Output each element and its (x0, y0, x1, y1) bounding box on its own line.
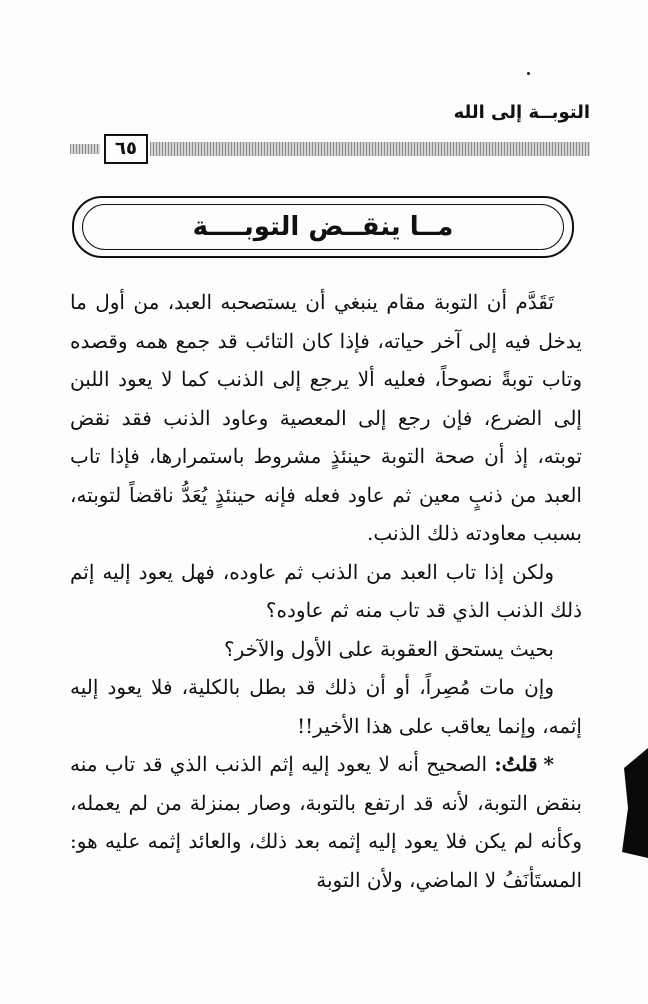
paragraph: بحيث يستحق العقوبة على الأول والآخر؟ (223, 636, 554, 661)
asterisk-icon: * (543, 752, 554, 776)
paragraph-text: الصحيح أنه لا يعود إليه إثم الذنب الذي قد تاب منه بنقض التوبة، لأنه قد ارتفع بالتوبة، وصار بمنزلة من لم يعمله، وكأنه لم يكن فلا يعود إليه إثمه بعد ذلك، والعائد إثمه عليه هو: المستَأنَفُ لا الماضي، ولأن التوبة (70, 752, 582, 892)
running-title: التوبــة إلى الله (453, 102, 590, 123)
header-rule (150, 142, 590, 156)
page-number: ٦٥ (104, 134, 148, 164)
page-header (70, 98, 590, 168)
paragraph: ولكن إذا تاب العبد من الذنب ثم عاوده، فهل يعود إليه إثم ذلك الذنب الذي قد تاب منه ثم عاوده؟ (70, 559, 582, 622)
header-rule-left (70, 144, 100, 154)
page-edge-shadow (618, 748, 648, 858)
paragraph: تَقَدَّم أن التوبة مقام ينبغي أن يستصحبه العبد، من أول ما يدخل فيه إلى آخر حياته، فإذا كان التائب قد جمع همه وقصده وتاب توبةً نصوحاً، فعليه ألا يرجع إلى الذنب كما لا يعود اللبن إلى الضرع، فإن رجع إلى المعصية وعاود الذنب فقد نقض توبته، إذ أن صحة التوبة حينئذٍ مشروط باستمرارها، فإذا تاب العبد من ذنبٍ معين ثم عاود فعله فإنه حينئذٍ يُعَدُّ ناقضاً لتوبته، بسبب معاودته ذلك الذنب. (70, 290, 582, 545)
speck (527, 72, 530, 75)
chapter-title-frame (72, 196, 574, 258)
paragraph-lead: قلتُ: (494, 752, 538, 776)
body-text (70, 283, 582, 899)
final-paragraph (70, 745, 582, 899)
chapter-title: مــا ينقــض التوبــــة (192, 212, 454, 242)
paragraph: وإن مات مُصِراً، أو أن ذلك قد بطل بالكلية، فلا يعود إليه إثمه، وإنما يعاقب على هذا الأخير!! (70, 675, 582, 738)
